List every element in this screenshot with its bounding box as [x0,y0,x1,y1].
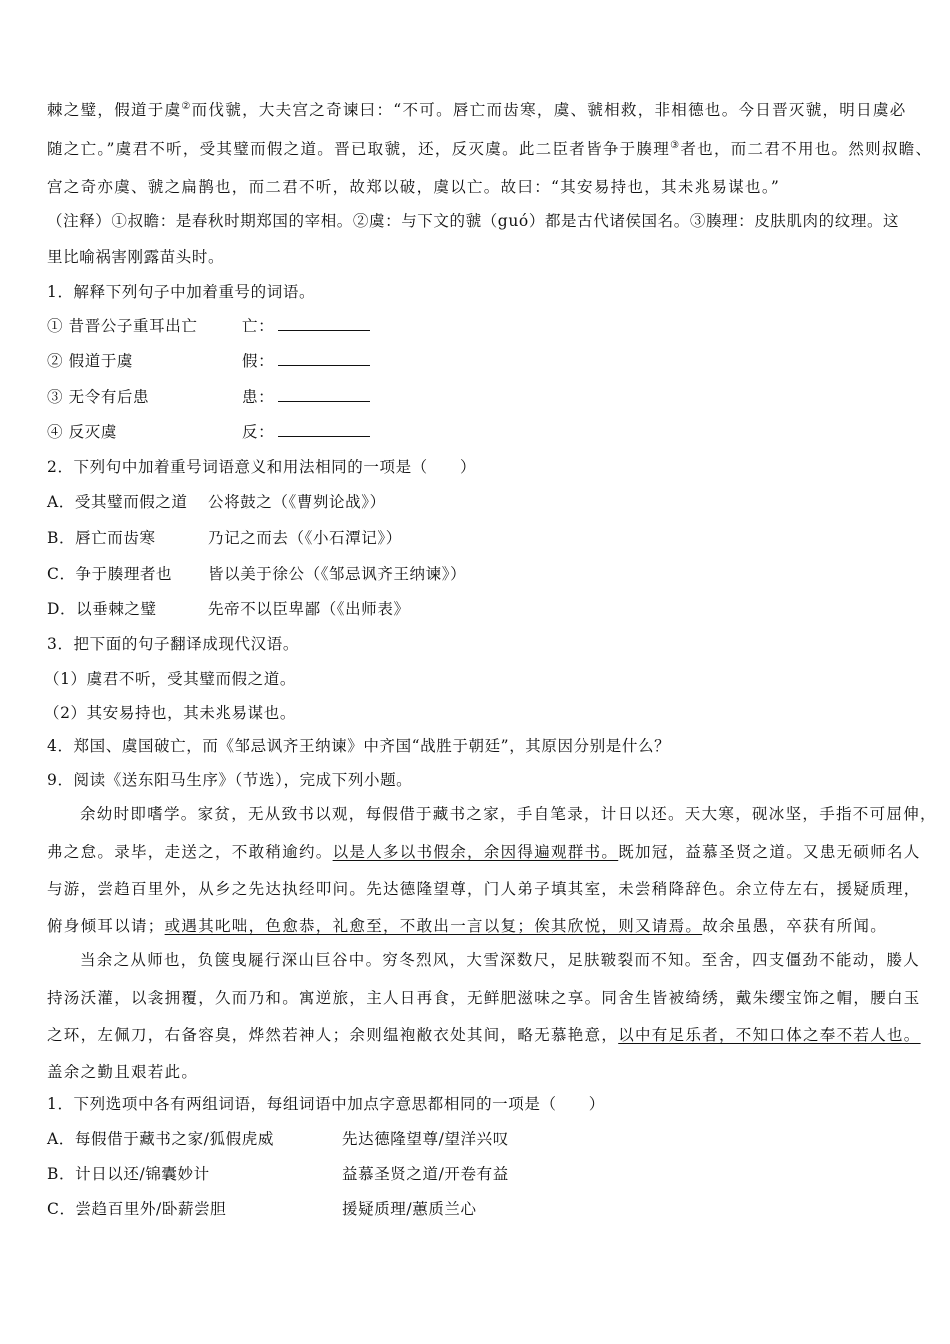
q9-1-option-b-left: B．计日以还/锦囊妙计 [47,1165,210,1183]
passage2-line [47,1062,198,1082]
q1-item [47,387,149,407]
text: 之环，左佩刀，右备容臭，烨然若神人；余则缊袍敝衣处其间，略无慕艳意， [47,1026,619,1044]
question-1-title: 1．解释下列句子中加着重号的词语。 [47,283,316,301]
underlined-sentence: 或遇其叱咄，色愈恭，礼愈至，不敢出一言以复；俟其欣悦，则又请焉。 [164,917,703,935]
q1-word: 患： [242,388,275,406]
underlined-sentence: 以中有足乐者，不知口体之奉不若人也。 [618,1026,921,1044]
q1-item [47,422,117,442]
q1-sentence: ① 昔晋公子重耳出亡 [47,317,198,335]
q9-1-option-b-right: 益慕圣贤之道/开卷有益 [342,1165,509,1183]
annotation-line: 里比喻祸害刚露苗头时。 [47,248,225,266]
q9-1-option-a-right: 先达德隆望尊/望洋兴叹 [342,1130,509,1148]
answer-blank[interactable] [278,422,370,437]
underlined-sentence: 以是人多以书假余，余因得遍观群书。 [332,843,619,861]
question-4-title: 4．郑国、虞国破亡，而《邹忌讽齐王纳谏》中齐国“战胜于朝廷”，其原因分别是什么？ [47,737,671,755]
text: 故余虽愚，卒获有所闻。 [702,917,888,935]
passage-line [47,139,932,159]
text: 棘之璧，假道于虞 [47,101,182,119]
text: 宫之奇亦虞、虢之扁鹊也，而二君不听，故郑以破，虞以亡。故曰：“其安易持也，其未兆易谋也。” [47,178,781,196]
answer-blank[interactable] [278,351,370,366]
question-2-title: 2．下列句中加着重号词语意义和用法相同的一项是（ ） [47,458,477,476]
q1-answer [242,387,370,407]
q1-sentence: ④ 反灭虞 [47,423,117,441]
text: 余幼时即嗜学。家贫，无从致书以观，每假借于藏书之家，手自笔录，计日以还。天大寒，砚冰坚，手指不可屈伸， [80,805,937,823]
passage-line [47,100,907,120]
text: 与游，尝趋百里外，从乡之先达执经叩问。先达德隆望尊，门人弟子填其室，未尝稍降辞色。余立侍左右，援疑质理， [47,880,921,898]
q1-item [47,316,197,336]
annotation-line: （注释）①叔瞻：是春秋时期郑国的宰相。②虞：与下文的虢（guó）都是古代诸侯国名。③腠理：皮肤肌肉的纹理。这 [47,212,900,230]
text: 既加冠，益慕圣贤之道。又患无硕师名人 [618,843,921,861]
q1-sentence: ② 假道于虞 [47,352,134,370]
q1-answer [242,316,370,336]
passage2-line [80,950,920,970]
answer-blank[interactable] [278,316,370,331]
text: 持汤沃灌，以衾拥覆，久而乃和。寓逆旅，主人日再食，无鲜肥滋味之享。同舍生皆被绮绣，戴朱缨宝饰之帽，腰白玉 [47,989,921,1007]
q9-1-option-c-right: 援疑质理/蕙质兰心 [342,1200,477,1218]
q3-item: （1）虞君不听，受其璧而假之道。 [44,670,296,688]
q2-option-d: D．以垂棘之璧 [47,600,157,618]
question-9-title: 9．阅读《送东阳马生序》（节选），完成下列小题。 [47,771,413,789]
text: 当余之从师也，负箧曳屣行深山巨谷中。穷冬烈风，大雪深数尺，足肤皲裂而不知。至舍，四支僵劲不能动，媵人 [80,951,921,969]
text: 而伐虢，大夫宫之奇谏曰：“不可。唇亡而齿寒，虞、虢相救，非相德也。今日晋灭虢，明日虞必 [191,101,907,119]
q2-option-b: B．唇亡而齿寒 [47,529,156,547]
passage-line [47,177,780,197]
q1-answer [242,422,370,442]
text: 弗之怠。录毕，走送之，不敢稍逾约。 [47,843,333,861]
footnote-marker: ② [181,100,192,112]
question-9-1-title: 1．下列选项中各有两组词语，每组词语中加点字意思都相同的一项是（ ） [47,1095,605,1113]
text: 者也，而二君不用也。然则叔瞻、 [680,140,933,158]
q2-option-c-pair: 皆以美于徐公（《邹忌讽齐王纳谏》） [208,565,467,583]
q1-answer [242,351,370,371]
q2-option-a-pair: 公将鼓之（《曹刿论战》） [208,493,386,511]
q2-option-b-pair: 乃记之而去（《小石潭记》） [208,529,402,547]
answer-blank[interactable] [278,387,370,402]
passage2-line [80,804,937,824]
question-3-title: 3．把下面的句子翻译成现代汉语。 [47,635,299,653]
q1-word: 反： [242,423,275,441]
footnote-marker: ③ [670,139,681,151]
q9-1-option-c-left: C．尝趋百里外/卧薪尝胆 [47,1200,227,1218]
passage2-line [47,879,921,899]
q2-option-a: A．受其璧而假之道 [47,493,188,511]
q2-option-d-pair: 先帝不以臣卑鄙（《出师表》 [208,600,410,618]
q9-1-option-a-left: A．每假借于藏书之家/狐假虎威 [47,1130,274,1148]
passage2-line [47,916,887,936]
q1-item [47,351,133,371]
text: 盖余之勤且艰若此。 [47,1063,199,1081]
text: 俯身倾耳以请； [47,917,165,935]
q1-word: 假： [242,352,275,370]
text: 随之亡。”虞君不听，受其璧而假之道。晋已取虢，还，反灭虞。此二臣者皆争于腠理 [47,140,671,158]
q1-word: 亡： [242,317,275,335]
q3-item: （2）其安易持也，其未兆易谋也。 [44,704,296,722]
q2-option-c: C．争于腠理者也 [47,565,173,583]
passage2-line [47,1025,921,1045]
passage2-line [47,988,921,1008]
passage2-line [47,842,921,862]
q1-sentence: ③ 无令有后患 [47,388,150,406]
